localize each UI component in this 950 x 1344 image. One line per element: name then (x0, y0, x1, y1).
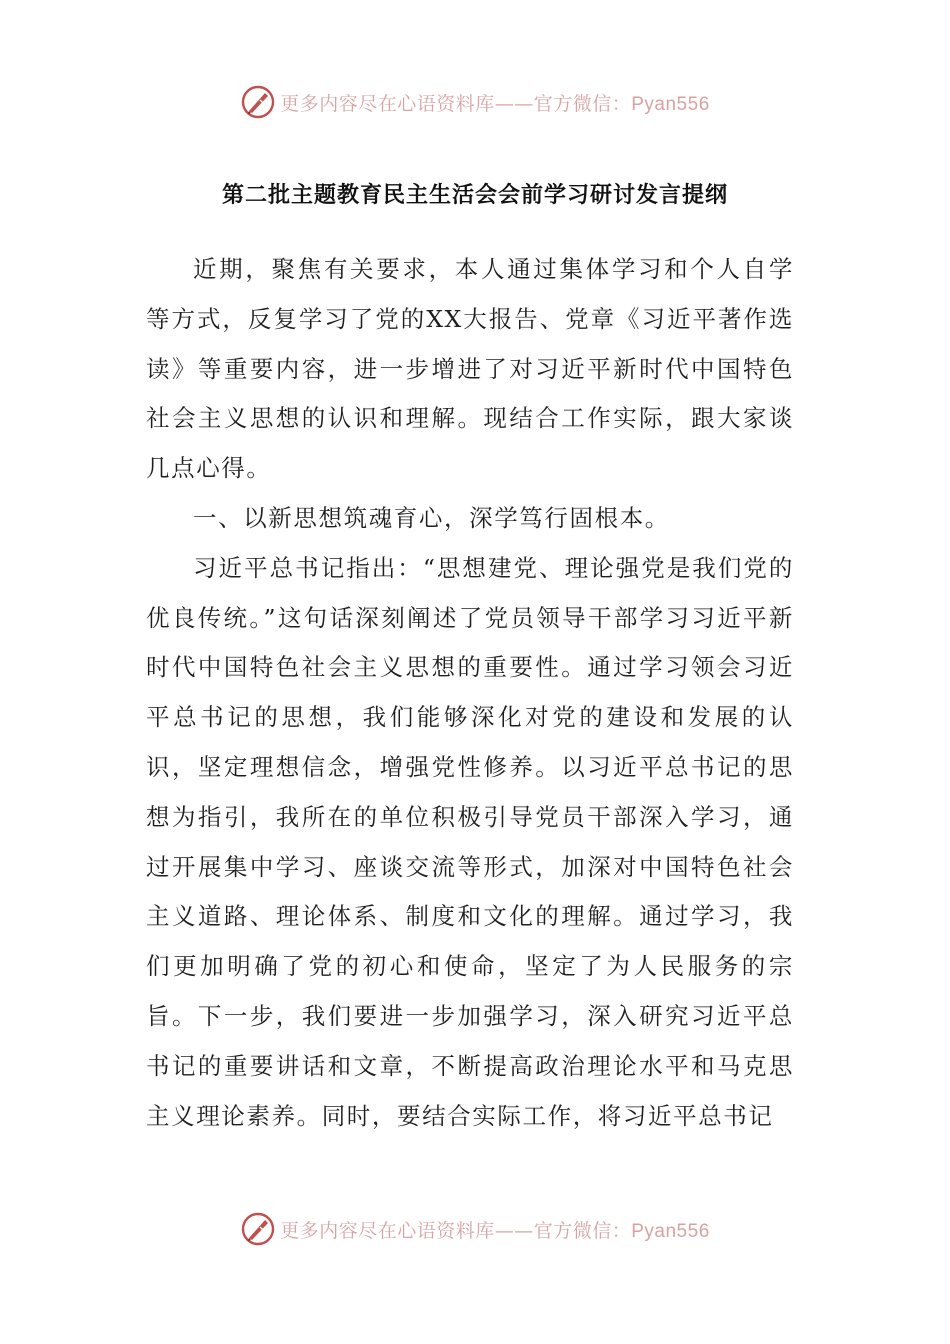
watermark-wechat-id: Pyan556 (631, 93, 710, 115)
watermark-label: 官方微信： (533, 1219, 632, 1242)
section-heading-1: 一、以新思想筑魂育心，深学笃行固根本。 (193, 503, 670, 532)
watermark-brand: 更多内容尽在心语资料库 (280, 1219, 495, 1242)
watermark-text (280, 89, 710, 116)
quill-pen-circle-icon (240, 84, 276, 120)
document-body (146, 245, 794, 1141)
watermark-wechat-id: Pyan556 (631, 1220, 710, 1242)
watermark-text (280, 1216, 710, 1243)
watermark-brand: 更多内容尽在心语资料库 (280, 92, 495, 115)
watermark-footer (0, 1207, 950, 1251)
watermark-dash: —— (494, 1219, 534, 1242)
paragraph-section-1: 习近平总书记指出：“思想建党、理论强党是我们党的优良传统。”这句话深刻阐述了党员领导干部学习习近平新时代中国特色社会主义思想的重要性。通过学习领会习近平总书记的思想，我们能够深化对党的建设和发展的认识，坚定理想信念，增强党性修养。以习近平总书记的思想为指引，我所在的单位积极引导党员干部深入学习，通过开展集中学习、座谈交流等形式，加深对中国特色社会主义道路、理论体系、制度和文化的理解。通过学习，我们更加明确了党的初心和使命，坚定了为人民服务的宗旨。下一步，我们要进一步加强学习，深入研究习近平总书记的重要讲话和文章，不断提高政治理论水平和马克思主义理论素养。同时，要结合实际工作，将习近平总书记 (146, 553, 794, 1130)
document-title: 第二批主题教育民主生活会会前学习研讨发言提纲 (221, 183, 728, 208)
quill-pen-circle-icon (240, 1211, 276, 1247)
paragraph-intro: 近期，聚焦有关要求，本人通过集体学习和个人自学等方式，反复学习了党的XX大报告、党章《习近平著作选读》等重要内容，进一步增进了对习近平新时代中国特色社会主义思想的认识和理解。现结合工作实际，跟大家谈几点心得。 (146, 255, 794, 483)
watermark-label: 官方微信： (533, 92, 632, 115)
watermark-dash: —— (494, 92, 534, 115)
watermark-header (0, 80, 950, 124)
